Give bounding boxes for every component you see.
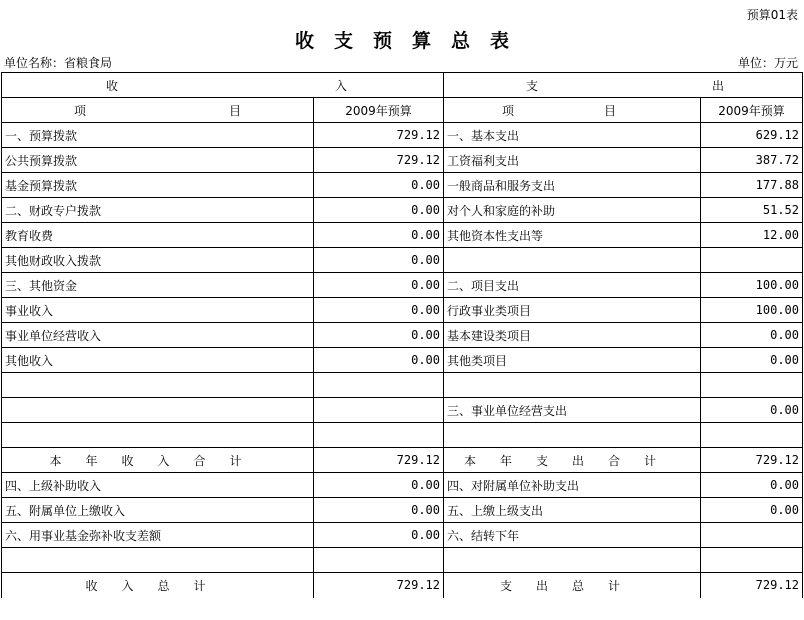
income-item: 其他财政收入拨款 bbox=[2, 248, 314, 273]
income-section-header bbox=[2, 73, 444, 98]
income-value: 0.00 bbox=[314, 348, 444, 373]
expense-value bbox=[701, 248, 803, 273]
income-value bbox=[314, 373, 444, 398]
expense-value bbox=[701, 548, 803, 573]
expense-value bbox=[701, 423, 803, 448]
table-row bbox=[2, 298, 803, 323]
item-header-right: 目 bbox=[228, 103, 241, 118]
income-item: 本年收入合计 bbox=[2, 448, 314, 473]
expense-item bbox=[444, 373, 701, 398]
income-value: 0.00 bbox=[314, 248, 444, 273]
budget-summary-table bbox=[1, 72, 803, 598]
income-value: 0.00 bbox=[314, 173, 444, 198]
expense-value: 100.00 bbox=[701, 298, 803, 323]
income-budget-header: 2009年预算 bbox=[314, 98, 444, 123]
expense-item: 一、基本支出 bbox=[444, 123, 701, 148]
income-item bbox=[2, 423, 314, 448]
income-item: 收入总计 bbox=[2, 573, 314, 598]
income-value: 0.00 bbox=[314, 273, 444, 298]
expense-value: 0.00 bbox=[701, 323, 803, 348]
expense-item: 基本建设类项目 bbox=[444, 323, 701, 348]
income-header-right: 入 bbox=[334, 78, 347, 93]
expense-item bbox=[444, 548, 701, 573]
income-item bbox=[2, 398, 314, 423]
form-number: 预算01表 bbox=[746, 8, 798, 22]
item-header-left: 项 bbox=[502, 103, 515, 118]
income-value: 0.00 bbox=[314, 473, 444, 498]
expense-item: 二、项目支出 bbox=[444, 273, 701, 298]
expense-budget-header: 2009年预算 bbox=[701, 98, 803, 123]
table-row bbox=[2, 498, 803, 523]
expense-value: 0.00 bbox=[701, 473, 803, 498]
expense-item: 本年支出合计 bbox=[444, 448, 701, 473]
income-value: 0.00 bbox=[314, 198, 444, 223]
expense-value: 12.00 bbox=[701, 223, 803, 248]
table-row bbox=[2, 323, 803, 348]
item-header-left: 项 bbox=[74, 103, 87, 118]
income-item: 六、用事业基金弥补收支差额 bbox=[2, 523, 314, 548]
expense-value: 629.12 bbox=[701, 123, 803, 148]
table-row bbox=[2, 198, 803, 223]
currency-unit: 单位：万元 bbox=[737, 56, 798, 70]
income-item: 三、其他资金 bbox=[2, 273, 314, 298]
expense-value: 177.88 bbox=[701, 173, 803, 198]
section-header-row bbox=[2, 73, 803, 98]
income-value bbox=[314, 548, 444, 573]
table-row bbox=[2, 248, 803, 273]
income-item: 一、预算拨款 bbox=[2, 123, 314, 148]
expense-item: 四、对附属单位补助支出 bbox=[444, 473, 701, 498]
expense-value bbox=[701, 523, 803, 548]
table-row bbox=[2, 148, 803, 173]
table-row bbox=[2, 373, 803, 398]
table-row bbox=[2, 548, 803, 573]
expense-section-header bbox=[444, 73, 803, 98]
expense-item: 对个人和家庭的补助 bbox=[444, 198, 701, 223]
income-value: 729.12 bbox=[314, 448, 444, 473]
income-item: 其他收入 bbox=[2, 348, 314, 373]
income-item: 公共预算拨款 bbox=[2, 148, 314, 173]
page-title: 收支预算总表 bbox=[294, 30, 529, 52]
table-row bbox=[2, 473, 803, 498]
income-item bbox=[2, 373, 314, 398]
income-value bbox=[314, 398, 444, 423]
item-header-right: 目 bbox=[603, 103, 616, 118]
table-row bbox=[2, 223, 803, 248]
income-value: 0.00 bbox=[314, 298, 444, 323]
table-row bbox=[2, 273, 803, 298]
table-row bbox=[2, 573, 803, 598]
income-header-left: 收 bbox=[106, 78, 119, 93]
expense-item-header bbox=[444, 98, 701, 123]
income-item: 五、附属单位上缴收入 bbox=[2, 498, 314, 523]
expense-item bbox=[444, 248, 701, 273]
expense-item: 一般商品和服务支出 bbox=[444, 173, 701, 198]
expense-value: 729.12 bbox=[701, 573, 803, 598]
table-row bbox=[2, 448, 803, 473]
income-item-header bbox=[2, 98, 314, 123]
expense-value: 387.72 bbox=[701, 148, 803, 173]
expense-item: 六、结转下年 bbox=[444, 523, 701, 548]
expense-value: 100.00 bbox=[701, 273, 803, 298]
income-value: 729.12 bbox=[314, 123, 444, 148]
income-item: 事业单位经营收入 bbox=[2, 323, 314, 348]
table-row bbox=[2, 348, 803, 373]
income-value: 0.00 bbox=[314, 223, 444, 248]
unit-name: 单位名称：省粮食局 bbox=[4, 56, 113, 70]
expense-item: 支出总计 bbox=[444, 573, 701, 598]
income-value bbox=[314, 423, 444, 448]
table-row bbox=[2, 123, 803, 148]
expense-header-left: 支 bbox=[526, 78, 539, 93]
expense-value: 51.52 bbox=[701, 198, 803, 223]
expense-item: 三、事业单位经营支出 bbox=[444, 398, 701, 423]
expense-value: 0.00 bbox=[701, 348, 803, 373]
income-item bbox=[2, 548, 314, 573]
income-value: 729.12 bbox=[314, 148, 444, 173]
expense-item: 五、上缴上级支出 bbox=[444, 498, 701, 523]
table-row bbox=[2, 398, 803, 423]
expense-header-right: 出 bbox=[711, 78, 724, 93]
income-item: 二、财政专户拨款 bbox=[2, 198, 314, 223]
income-value: 0.00 bbox=[314, 323, 444, 348]
expense-item: 其他类项目 bbox=[444, 348, 701, 373]
expense-item: 行政事业类项目 bbox=[444, 298, 701, 323]
column-header-row bbox=[2, 98, 803, 123]
expense-value: 0.00 bbox=[701, 498, 803, 523]
expense-value bbox=[701, 373, 803, 398]
income-item: 基金预算拨款 bbox=[2, 173, 314, 198]
expense-item: 工资福利支出 bbox=[444, 148, 701, 173]
table-row bbox=[2, 423, 803, 448]
expense-item: 其他资本性支出等 bbox=[444, 223, 701, 248]
table-row bbox=[2, 523, 803, 548]
expense-value: 0.00 bbox=[701, 398, 803, 423]
expense-item bbox=[444, 423, 701, 448]
table-row bbox=[2, 173, 803, 198]
income-item: 教育收费 bbox=[2, 223, 314, 248]
income-value: 0.00 bbox=[314, 498, 444, 523]
income-item: 四、上级补助收入 bbox=[2, 473, 314, 498]
income-value: 0.00 bbox=[314, 523, 444, 548]
income-item: 事业收入 bbox=[2, 298, 314, 323]
income-value: 729.12 bbox=[314, 573, 444, 598]
expense-value: 729.12 bbox=[701, 448, 803, 473]
